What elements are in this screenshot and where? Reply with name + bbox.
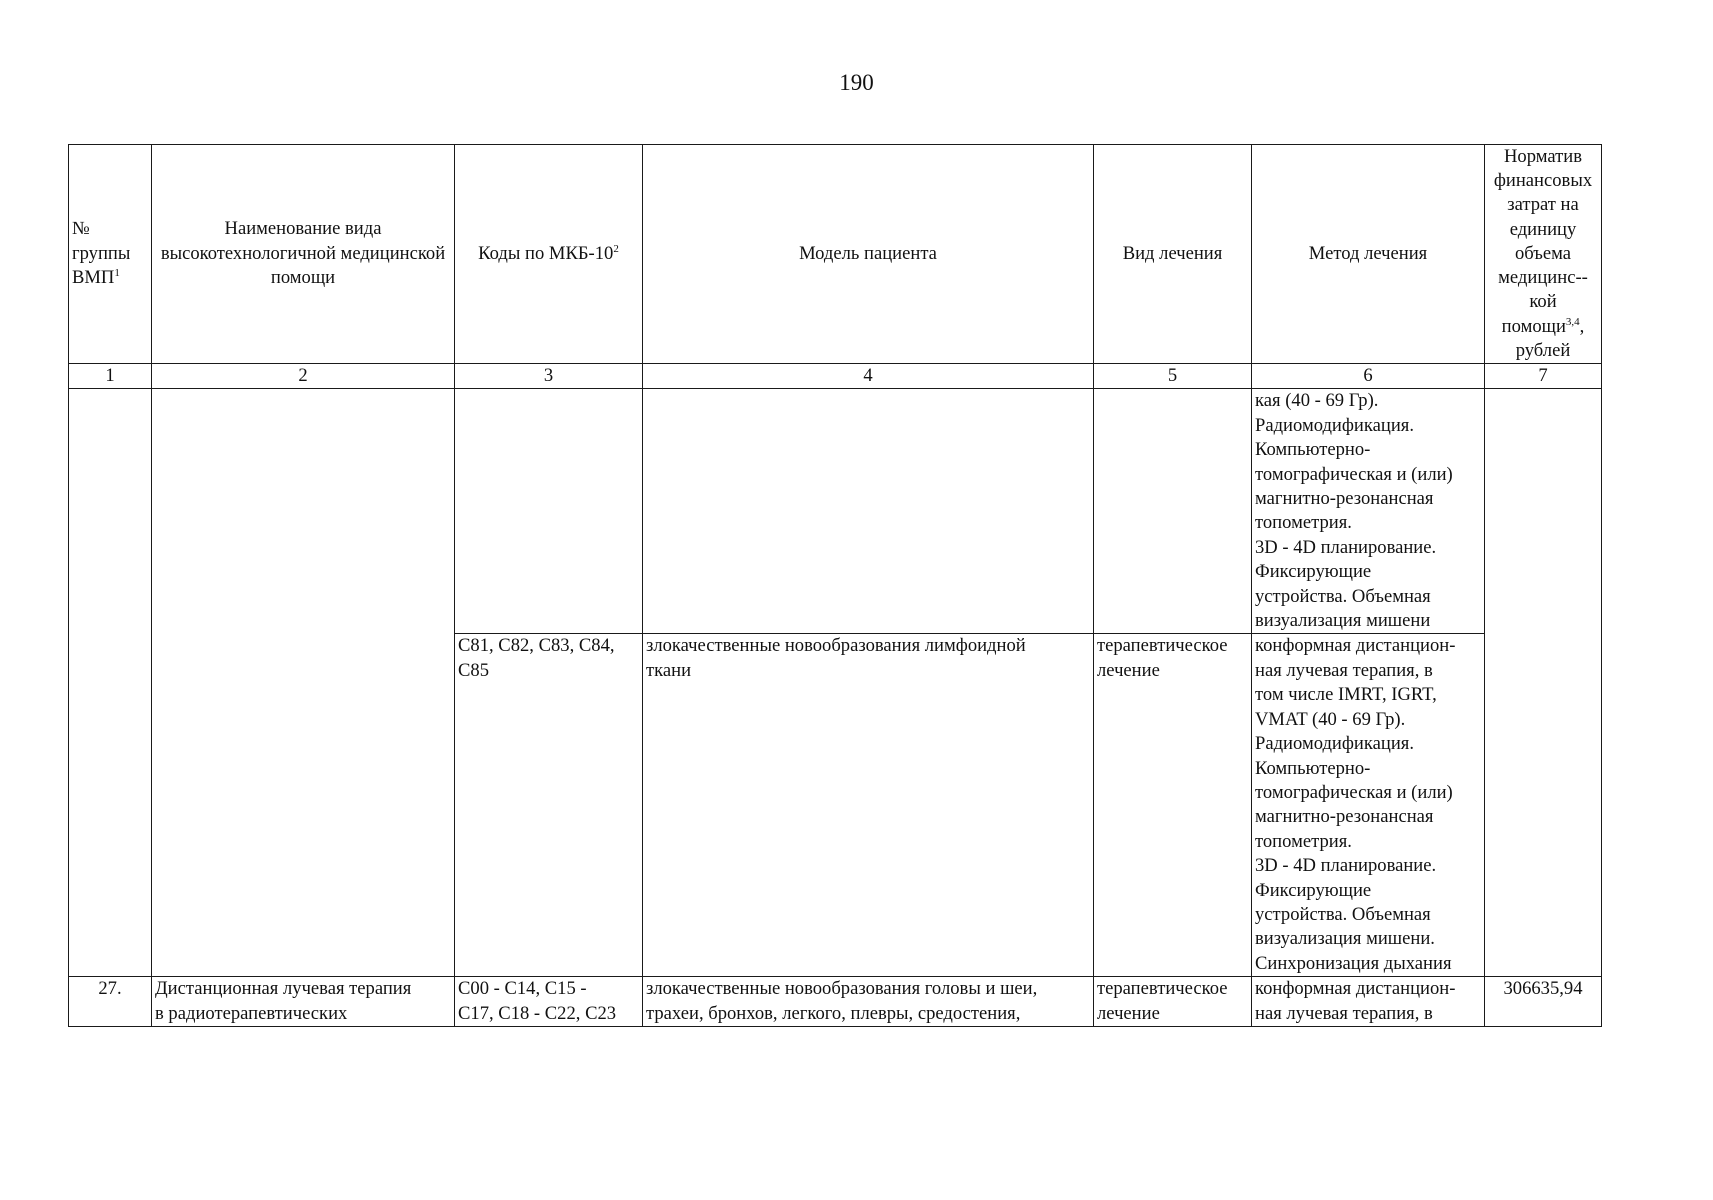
medical-care-table <box>68 144 1602 1027</box>
treatment-method-cell: конформная дистанцион- ная лучевая терапия, в том числе IMRT, IGRT, VMAT (40 - 69 Гр). Радиомодификация. Компьютерно- томографическая и (или) магнитно-резонансная топометрия. 3D - 4D планирование. Фиксирующие устройства. Объемная визуализация мишени. Синхронизация дыхания <box>1252 634 1485 977</box>
column-number: 2 <box>152 364 455 389</box>
treatment-type-cell: терапевтическое лечение <box>1094 977 1252 1027</box>
icd-codes-cell: C00 - C14, C15 - C17, C18 - C22, C23 <box>455 977 643 1027</box>
care-type-name-cell <box>152 389 455 977</box>
care-type-name-cell: Дистанционная лучевая терапия в радиотерапевтических <box>152 977 455 1027</box>
patient-model-cell <box>643 389 1094 634</box>
column-number: 7 <box>1485 364 1602 389</box>
cost-norm-cell: 306635,94 <box>1485 977 1602 1027</box>
header-treatment-method: Метод лечения <box>1252 145 1485 364</box>
treatment-method-cell: конформная дистанцион- ная лучевая терапия, в <box>1252 977 1485 1027</box>
treatment-method-cell: кая (40 - 69 Гр). Радиомодификация. Компьютерно- томографическая и (или) магнитно-резонансная топометрия. 3D - 4D планирование. Фиксирующие устройства. Объемная визуализация мишени <box>1252 389 1485 634</box>
header-care-type-name: Наименование вида высокотехнологичной медицинской помощи <box>152 145 455 364</box>
treatment-type-cell <box>1094 389 1252 634</box>
patient-model-cell: злокачественные новообразования лимфоидной ткани <box>643 634 1094 977</box>
page-number: 190 <box>839 70 874 95</box>
column-number-row <box>69 364 1602 389</box>
header-treatment-type: Вид лечения <box>1094 145 1252 364</box>
column-number: 4 <box>643 364 1094 389</box>
table-row <box>69 977 1602 1027</box>
table-row <box>69 389 1602 634</box>
header-patient-model: Модель пациента <box>643 145 1094 364</box>
column-number: 1 <box>69 364 152 389</box>
column-number: 5 <box>1094 364 1252 389</box>
patient-model-cell: злокачественные новообразования головы и шеи, трахеи, бронхов, легкого, плевры, средостения, <box>643 977 1094 1027</box>
header-icd-codes: Коды по МКБ-$10^2$ <box>455 145 643 364</box>
header-group-number: № группы ВМП$^1$ <box>69 145 152 364</box>
group-number-cell: 27. <box>69 977 152 1027</box>
group-number-cell <box>69 389 152 977</box>
column-number: 3 <box>455 364 643 389</box>
treatment-type-cell: терапевтическое лечение <box>1094 634 1252 977</box>
icd-codes-cell: C81, C82, C83, C84, C85 <box>455 634 643 977</box>
header-cost-norm: Норматив финансовых затрат на единицу объема медицинс-- кой помощи$^{3,4}$, рублей <box>1485 145 1602 364</box>
column-number: 6 <box>1252 364 1485 389</box>
cost-norm-cell <box>1485 389 1602 977</box>
table-header-row <box>69 145 1602 364</box>
icd-codes-cell <box>455 389 643 634</box>
